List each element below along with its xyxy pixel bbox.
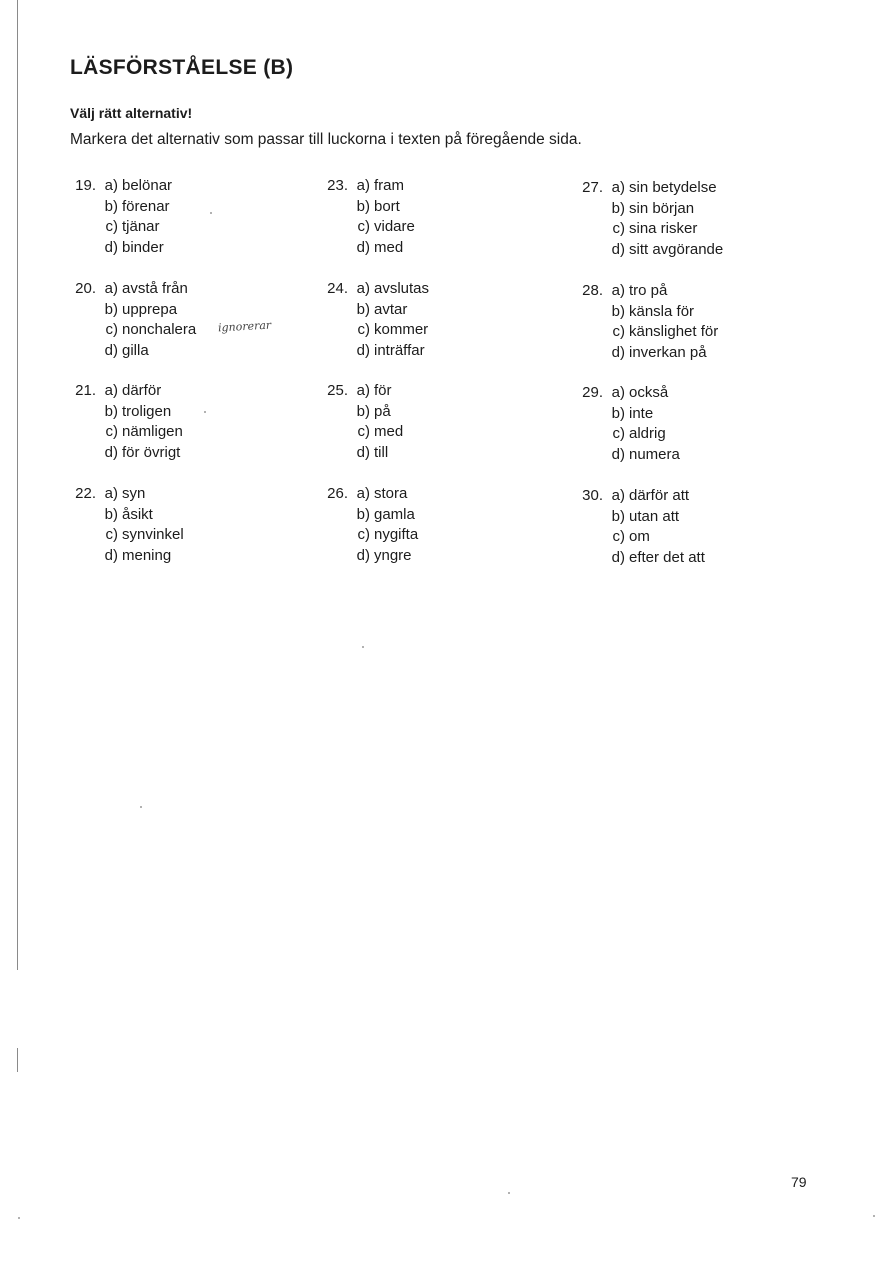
- option-letter: d): [611, 343, 625, 361]
- option-letter: d): [104, 341, 118, 359]
- option-letter: d): [611, 548, 625, 566]
- option-text: avstå från: [122, 280, 188, 297]
- option-text: synvinkel: [122, 526, 184, 543]
- scan-speck: [18, 1217, 20, 1219]
- option-letter: a): [611, 179, 625, 196]
- option-letter: b): [356, 197, 370, 215]
- option-letter: c): [612, 528, 625, 545]
- option-text: binder: [122, 238, 164, 256]
- option-text: upprepa: [122, 300, 178, 318]
- option-letter: b): [611, 302, 625, 320]
- option-letter: a): [356, 177, 370, 194]
- margin-line: [17, 1048, 18, 1072]
- option-letter: a): [356, 382, 370, 399]
- option-letter: d): [356, 238, 370, 256]
- scan-speck: [140, 806, 142, 808]
- option-text: känsla för: [629, 302, 695, 320]
- option-text: numera: [629, 445, 680, 463]
- option-text: på: [374, 402, 391, 420]
- option-text: troligen: [122, 402, 172, 420]
- option-text: yngre: [374, 546, 412, 564]
- option-text: därför att: [629, 487, 690, 504]
- option-text: sin betydelse: [629, 179, 717, 196]
- option-text: belönar: [122, 177, 173, 194]
- question-number: 22.: [75, 485, 96, 502]
- option-text: för: [374, 382, 392, 399]
- question-number: 29.: [582, 384, 603, 401]
- question-number: 20.: [75, 280, 96, 297]
- option-letter: c): [105, 218, 118, 235]
- option-letter: a): [104, 485, 118, 502]
- option-letter: c): [612, 323, 625, 340]
- option-letter: a): [104, 280, 118, 297]
- option-letter: c): [357, 423, 370, 440]
- option-text: inte: [629, 404, 654, 422]
- option-text: sin början: [629, 199, 695, 217]
- option-text: gilla: [122, 341, 149, 359]
- option-text: mening: [122, 546, 172, 564]
- question-number: 21.: [75, 382, 96, 399]
- option-text: aldrig: [629, 425, 666, 442]
- option-text: gamla: [374, 505, 415, 523]
- scan-speck: [508, 1192, 510, 1194]
- option-text: åsikt: [122, 505, 153, 523]
- option-letter: d): [611, 240, 625, 258]
- option-letter: c): [105, 526, 118, 543]
- option-text: utan att: [629, 507, 680, 525]
- option-letter: b): [611, 199, 625, 217]
- page-number: 79: [791, 1174, 807, 1190]
- question-number: 27.: [582, 179, 603, 196]
- scan-speck: [873, 1215, 875, 1217]
- option-text: nonchalera: [122, 321, 197, 338]
- question-number: 28.: [582, 282, 603, 299]
- subtitle: Välj rätt alternativ!: [70, 105, 193, 121]
- option-letter: b): [356, 402, 370, 420]
- option-text: efter det att: [629, 548, 705, 566]
- option-letter: d): [356, 443, 370, 461]
- option-text: därför: [122, 382, 162, 399]
- option-letter: a): [611, 384, 625, 401]
- option-letter: b): [104, 197, 118, 215]
- instruction-text: Markera det alternativ som passar till luckorna i texten på föregående sida.: [70, 131, 582, 148]
- option-letter: c): [105, 321, 118, 338]
- option-text: syn: [122, 485, 146, 502]
- margin-line: [17, 0, 18, 970]
- option-text: sina risker: [629, 220, 698, 237]
- option-text: förenar: [122, 197, 170, 215]
- option-letter: b): [356, 505, 370, 523]
- option-text: också: [629, 384, 669, 401]
- option-letter: c): [612, 220, 625, 237]
- option-letter: c): [357, 526, 370, 543]
- option-text: tjänar: [122, 218, 160, 235]
- question-number: 30.: [582, 487, 603, 504]
- option-text: avtar: [374, 300, 408, 318]
- option-letter: a): [611, 487, 625, 504]
- option-letter: b): [611, 404, 625, 422]
- option-letter: a): [356, 485, 370, 502]
- option-letter: b): [611, 507, 625, 525]
- question-number: 24.: [327, 280, 348, 297]
- scan-speck: [204, 411, 206, 413]
- option-text: med: [374, 238, 404, 256]
- question-number: 23.: [327, 177, 348, 194]
- option-text: inverkan på: [629, 343, 707, 361]
- option-letter: c): [105, 423, 118, 440]
- option-text: kommer: [374, 321, 429, 338]
- question-number: 19.: [75, 177, 96, 194]
- option-text: stora: [374, 485, 408, 502]
- option-text: känslighet för: [629, 323, 719, 340]
- option-text: nygifta: [374, 526, 419, 543]
- option-text: avslutas: [374, 280, 430, 297]
- option-letter: a): [104, 382, 118, 399]
- option-letter: a): [356, 280, 370, 297]
- option-letter: a): [611, 282, 625, 299]
- page-title: LÄSFÖRSTÅELSE (B): [70, 56, 294, 79]
- option-text: nämligen: [122, 423, 183, 440]
- option-letter: a): [104, 177, 118, 194]
- option-letter: d): [104, 238, 118, 256]
- option-letter: b): [104, 402, 118, 420]
- scan-speck: [362, 646, 364, 648]
- option-text: med: [374, 423, 404, 440]
- option-letter: b): [104, 505, 118, 523]
- scan-speck: [210, 212, 212, 214]
- option-letter: d): [611, 445, 625, 463]
- option-letter: c): [612, 425, 625, 442]
- option-text: om: [629, 528, 650, 545]
- option-text: inträffar: [374, 341, 425, 359]
- option-text: till: [374, 443, 389, 461]
- option-letter: d): [356, 341, 370, 359]
- question-number: 25.: [327, 382, 348, 399]
- question-number: 26.: [327, 485, 348, 502]
- option-text: bort: [374, 197, 400, 215]
- handwritten-note: ignorerar: [217, 318, 272, 335]
- option-letter: b): [356, 300, 370, 318]
- option-letter: d): [104, 443, 118, 461]
- option-text: tro på: [629, 282, 668, 299]
- option-letter: d): [356, 546, 370, 564]
- option-letter: c): [357, 321, 370, 338]
- option-letter: d): [104, 546, 118, 564]
- option-text: vidare: [374, 218, 415, 235]
- option-letter: b): [104, 300, 118, 318]
- option-letter: c): [357, 218, 370, 235]
- option-text: för övrigt: [122, 443, 181, 461]
- option-text: fram: [374, 177, 404, 194]
- option-text: sitt avgörande: [629, 240, 724, 258]
